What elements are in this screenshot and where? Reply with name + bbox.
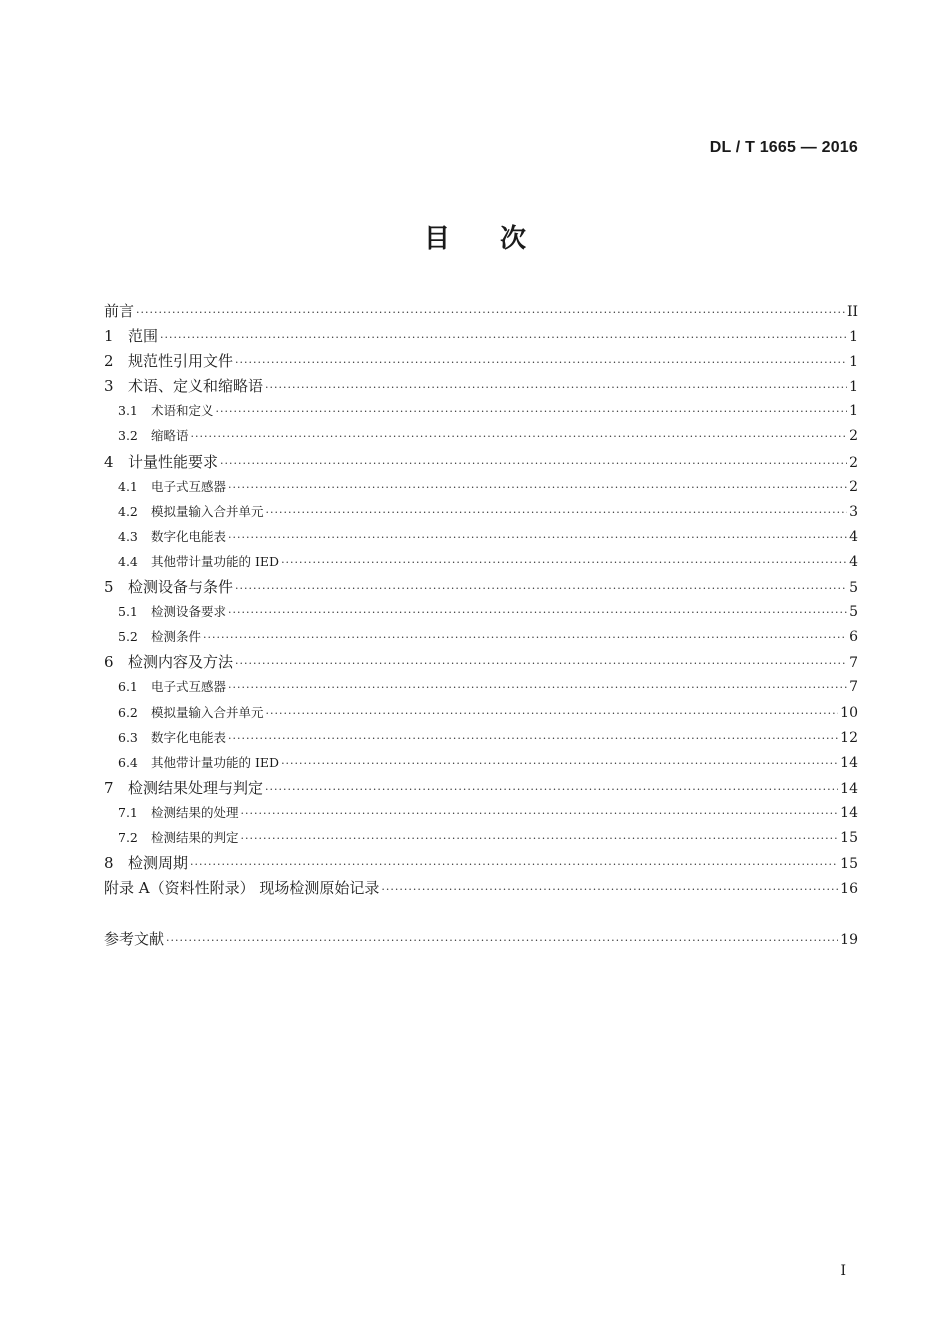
toc-entry[interactable] <box>104 551 858 576</box>
toc-entry[interactable] <box>104 702 858 727</box>
toc-entry-number: 4.2 <box>118 503 138 519</box>
toc-entry-number: 5.1 <box>118 604 138 620</box>
toc-entry[interactable] <box>104 501 858 526</box>
toc-entry[interactable] <box>104 476 858 501</box>
toc-entry-label: 模拟量输入合并单元 <box>151 704 264 720</box>
toc-entry-label: 检测设备与条件 <box>128 578 234 597</box>
toc-entry-page: 14 <box>840 754 858 771</box>
toc-entry[interactable] <box>104 777 858 802</box>
toc-leader-dots <box>228 602 847 624</box>
toc-entry[interactable] <box>104 601 858 626</box>
toc-entry-number: 8 <box>104 854 114 873</box>
toc-entry-label: 参考文献 <box>104 930 165 949</box>
toc-leader-dots <box>265 779 838 801</box>
toc-entry-page: 1 <box>849 354 858 371</box>
toc-entry-page: 16 <box>840 881 858 898</box>
toc-spacer <box>104 902 858 928</box>
toc-entry-page: 19 <box>840 932 858 949</box>
standard-code: DL / T 1665 — 2016 <box>709 139 858 156</box>
toc-entry-number: 4.4 <box>118 553 138 569</box>
toc-entry-page: 5 <box>849 604 858 621</box>
toc-entry-number: 2 <box>104 352 114 371</box>
toc-entry[interactable] <box>104 827 858 852</box>
toc-entry[interactable] <box>104 325 858 350</box>
toc-entry-page: 2 <box>849 428 858 445</box>
toc-entry-page: 6 <box>849 629 858 646</box>
toc-entry-number: 7.1 <box>118 804 138 820</box>
toc-leader-dots <box>281 552 847 574</box>
toc-leader-dots <box>381 879 838 901</box>
toc-entry-page: 4 <box>849 553 858 570</box>
toc-leader-dots <box>241 803 839 825</box>
toc-entry-label: 模拟量输入合并单元 <box>151 503 264 519</box>
toc-entry[interactable] <box>104 852 858 877</box>
toc-entry-number: 1 <box>104 327 114 346</box>
toc-leader-dots <box>220 453 847 475</box>
toc-leader-dots <box>235 352 847 374</box>
toc-entry-number: 4.3 <box>118 528 138 544</box>
toc-leader-dots <box>203 627 847 649</box>
toc-leader-dots <box>216 401 848 423</box>
toc-entry-page: 1 <box>849 403 858 420</box>
toc-leader-dots <box>191 426 848 448</box>
toc-entry-label: 计量性能要求 <box>128 452 219 471</box>
toc-entry-page: 1 <box>849 329 858 346</box>
toc-entry-page: 14 <box>840 780 858 797</box>
toc-entry-page: 15 <box>840 829 858 846</box>
toc-entry-number: 3 <box>104 377 114 396</box>
toc-entry-page: 4 <box>849 528 858 545</box>
toc-entry-number: 6.3 <box>118 729 138 745</box>
page-number: I <box>840 1263 846 1279</box>
toc-entry-number: 6 <box>104 653 114 672</box>
toc-leader-dots <box>235 653 847 675</box>
toc-leader-dots <box>136 302 845 324</box>
toc-entry-number: 7.2 <box>118 829 138 845</box>
toc-leader-dots <box>281 753 838 775</box>
toc-entry-label: 检测结果的判定 <box>151 829 239 845</box>
toc-entry-page: 7 <box>849 655 858 672</box>
toc-entry[interactable] <box>104 350 858 375</box>
toc-entry-number: 3.2 <box>118 428 138 444</box>
toc-entry-number: 6.2 <box>118 704 138 720</box>
toc-entry[interactable] <box>104 451 858 476</box>
toc-entry-label: 其他带计量功能的 IED <box>151 754 280 770</box>
toc-entry[interactable] <box>104 375 858 400</box>
toc-entry-number: 4.1 <box>118 478 138 494</box>
toc-entry-label: 术语和定义 <box>151 403 214 419</box>
toc-leader-dots <box>228 527 847 549</box>
toc-entry[interactable] <box>104 526 858 551</box>
toc-leader-dots <box>266 502 848 524</box>
toc-entry-number: 3.1 <box>118 403 138 419</box>
toc-entry-label: 检测内容及方法 <box>128 653 234 672</box>
toc-entry-page: 1 <box>849 379 858 396</box>
toc-entry-label: 检测结果的处理 <box>151 804 239 820</box>
toc-entry-label: 规范性引用文件 <box>128 352 234 371</box>
toc-entry[interactable] <box>104 802 858 827</box>
toc-entry-number: 6.1 <box>118 679 138 695</box>
toc-leader-dots <box>228 728 838 750</box>
toc-entry-page: 15 <box>840 856 858 873</box>
toc-entry-label: 检测周期 <box>128 854 189 873</box>
toc-entry-number: 5 <box>104 578 114 597</box>
table-of-contents <box>104 300 858 953</box>
toc-leader-dots <box>266 703 839 725</box>
toc-entry[interactable] <box>104 400 858 425</box>
toc-entry-label: 数字化电能表 <box>151 528 227 544</box>
toc-entry-label: 前言 <box>104 302 135 320</box>
toc-entry[interactable] <box>104 727 858 752</box>
toc-entry-number: 6.4 <box>118 754 138 770</box>
toc-leader-dots <box>228 677 847 699</box>
toc-entry-page: 2 <box>849 454 858 471</box>
toc-entry[interactable] <box>104 651 858 676</box>
toc-leader-dots <box>228 477 847 499</box>
toc-entry[interactable] <box>104 626 858 651</box>
toc-leader-dots <box>265 377 847 399</box>
toc-entry-page: 3 <box>849 503 858 520</box>
toc-title-char-2: 次 <box>500 224 527 254</box>
toc-leader-dots <box>166 930 838 952</box>
toc-leader-dots <box>241 828 839 850</box>
toc-entry-label: 缩略语 <box>151 428 189 444</box>
toc-entry[interactable] <box>104 676 858 701</box>
toc-entry-label: 电子式互感器 <box>151 478 227 494</box>
toc-entry-page: 2 <box>849 478 858 495</box>
toc-entry-page: 10 <box>840 704 858 721</box>
toc-leader-dots <box>235 578 847 600</box>
toc-title-char-1: 目 <box>423 224 450 254</box>
toc-entry-label: 术语、定义和缩略语 <box>128 377 264 396</box>
toc-entry-page: 12 <box>840 729 858 746</box>
toc-entry-page: II <box>846 304 858 320</box>
toc-entry-label: 电子式互感器 <box>151 679 227 695</box>
toc-entry[interactable] <box>104 300 858 325</box>
toc-entry[interactable] <box>104 928 858 953</box>
toc-entry[interactable] <box>104 576 858 601</box>
toc-entry-page: 14 <box>840 804 858 821</box>
toc-entry-number: 4 <box>104 452 114 471</box>
toc-entry-label: 检测结果处理与判定 <box>128 778 264 797</box>
toc-entry[interactable] <box>104 752 858 777</box>
toc-entry-page: 5 <box>849 580 858 597</box>
toc-entry-label: 附录 A（资料性附录） 现场检测原始记录 <box>104 879 380 898</box>
toc-leader-dots <box>190 854 838 876</box>
toc-entry-label: 范围 <box>128 327 159 346</box>
toc-entry[interactable] <box>104 877 858 902</box>
toc-entry-number: 7 <box>104 778 114 797</box>
toc-entry-number: 5.2 <box>118 629 138 645</box>
toc-entry-label: 数字化电能表 <box>151 729 227 745</box>
toc-entry[interactable] <box>104 425 858 450</box>
toc-leader-dots <box>160 327 847 349</box>
toc-entry-label: 检测设备要求 <box>151 604 227 620</box>
toc-entry-label: 检测条件 <box>151 629 202 645</box>
toc-entry-label: 其他带计量功能的 IED <box>151 553 280 569</box>
toc-entry-page: 7 <box>849 679 858 696</box>
toc-title <box>0 218 950 255</box>
